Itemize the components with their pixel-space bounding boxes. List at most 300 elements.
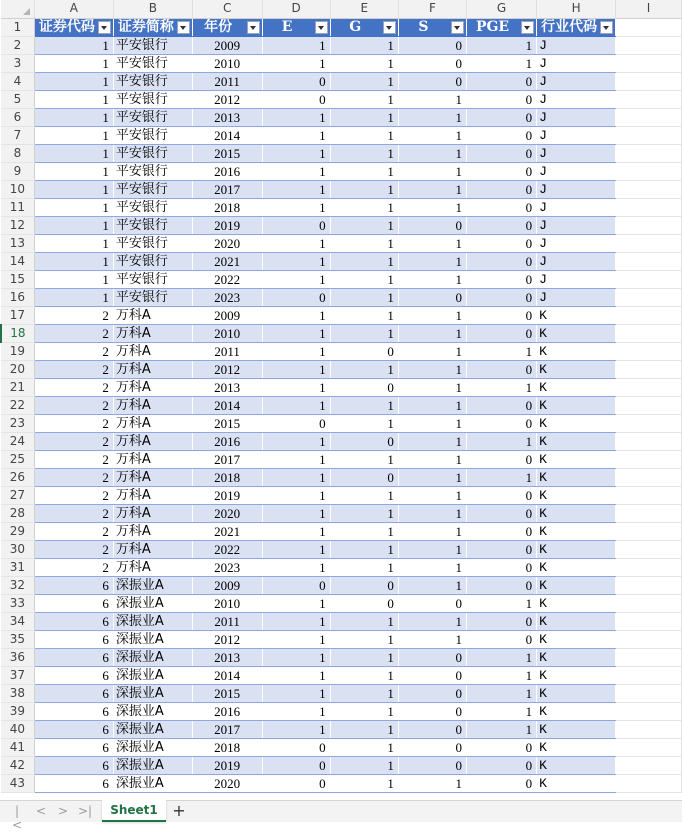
- table-cell[interactable]: 0: [466, 414, 536, 432]
- table-cell[interactable]: 1: [466, 702, 536, 720]
- table-cell[interactable]: 平安银行: [113, 54, 192, 72]
- table-cell[interactable]: 1: [262, 684, 330, 702]
- table-cell[interactable]: 0: [262, 90, 330, 108]
- table-cell[interactable]: 1: [398, 522, 466, 540]
- filter-dropdown-icon[interactable]: [451, 21, 464, 34]
- empty-cell[interactable]: [616, 324, 682, 342]
- table-cell[interactable]: 1: [262, 378, 330, 396]
- table-cell[interactable]: 1: [262, 180, 330, 198]
- empty-cell[interactable]: [616, 684, 682, 702]
- table-cell[interactable]: 1: [398, 468, 466, 486]
- table-cell[interactable]: 1: [330, 522, 398, 540]
- empty-cell[interactable]: [616, 342, 682, 360]
- table-cell[interactable]: K: [537, 324, 616, 342]
- table-cell[interactable]: 1: [330, 126, 398, 144]
- empty-cell[interactable]: [616, 414, 682, 432]
- empty-cell[interactable]: [616, 216, 682, 234]
- row-number[interactable]: 24: [1, 432, 34, 450]
- table-cell[interactable]: 1: [466, 378, 536, 396]
- table-cell[interactable]: 1: [398, 414, 466, 432]
- table-cell[interactable]: 2009: [192, 36, 262, 54]
- table-cell[interactable]: 6: [34, 666, 113, 684]
- empty-cell[interactable]: [616, 162, 682, 180]
- empty-cell[interactable]: [616, 378, 682, 396]
- empty-cell[interactable]: [616, 594, 682, 612]
- table-cell[interactable]: 1: [398, 144, 466, 162]
- table-cell[interactable]: K: [537, 648, 616, 666]
- table-cell[interactable]: 1: [262, 666, 330, 684]
- table-cell[interactable]: 0: [330, 468, 398, 486]
- table-cell[interactable]: 1: [398, 306, 466, 324]
- empty-cell[interactable]: [616, 306, 682, 324]
- table-cell[interactable]: 2021: [192, 252, 262, 270]
- table-cell[interactable]: 0: [466, 630, 536, 648]
- row-number[interactable]: 13: [1, 234, 34, 252]
- table-cell[interactable]: 万科A: [113, 432, 192, 450]
- table-cell[interactable]: 1: [330, 648, 398, 666]
- table-cell[interactable]: 万科A: [113, 414, 192, 432]
- table-cell[interactable]: 0: [466, 216, 536, 234]
- table-cell[interactable]: 平安银行: [113, 72, 192, 90]
- table-cell[interactable]: K: [537, 414, 616, 432]
- table-cell[interactable]: K: [537, 576, 616, 594]
- table-cell[interactable]: 6: [34, 612, 113, 630]
- table-cell[interactable]: 1: [330, 162, 398, 180]
- empty-cell[interactable]: [616, 18, 682, 36]
- table-cell[interactable]: 1: [34, 36, 113, 54]
- header-cell[interactable]: [330, 18, 398, 36]
- table-cell[interactable]: 0: [466, 252, 536, 270]
- row-number[interactable]: 21: [1, 378, 34, 396]
- table-cell[interactable]: 1: [466, 54, 536, 72]
- row-number[interactable]: 38: [1, 684, 34, 702]
- row-number[interactable]: 3: [1, 54, 34, 72]
- table-cell[interactable]: 1: [262, 468, 330, 486]
- empty-cell[interactable]: [616, 108, 682, 126]
- table-cell[interactable]: 1: [398, 108, 466, 126]
- table-cell[interactable]: K: [537, 558, 616, 576]
- table-cell[interactable]: 1: [330, 252, 398, 270]
- empty-cell[interactable]: [616, 648, 682, 666]
- table-cell[interactable]: 万科A: [113, 468, 192, 486]
- row-number[interactable]: 9: [1, 162, 34, 180]
- row-number[interactable]: 42: [1, 756, 34, 774]
- table-cell[interactable]: 2009: [192, 576, 262, 594]
- table-cell[interactable]: 1: [330, 558, 398, 576]
- table-cell[interactable]: K: [537, 378, 616, 396]
- table-cell[interactable]: 2010: [192, 594, 262, 612]
- table-cell[interactable]: 1: [330, 36, 398, 54]
- table-cell[interactable]: 0: [262, 774, 330, 792]
- header-cell[interactable]: [537, 18, 616, 36]
- row-number[interactable]: 5: [1, 90, 34, 108]
- row-number[interactable]: 23: [1, 414, 34, 432]
- filter-dropdown-icon[interactable]: [521, 21, 534, 34]
- table-cell[interactable]: 平安银行: [113, 234, 192, 252]
- table-cell[interactable]: 2013: [192, 378, 262, 396]
- table-cell[interactable]: 1: [398, 396, 466, 414]
- table-cell[interactable]: 1: [262, 360, 330, 378]
- empty-cell[interactable]: [616, 720, 682, 738]
- row-number[interactable]: 26: [1, 468, 34, 486]
- row-number[interactable]: 15: [1, 270, 34, 288]
- table-cell[interactable]: 1: [330, 324, 398, 342]
- table-cell[interactable]: 0: [398, 684, 466, 702]
- table-cell[interactable]: K: [537, 702, 616, 720]
- table-cell[interactable]: 6: [34, 594, 113, 612]
- table-cell[interactable]: 2: [34, 522, 113, 540]
- table-cell[interactable]: 1: [34, 162, 113, 180]
- empty-cell[interactable]: [616, 90, 682, 108]
- table-cell[interactable]: J: [537, 270, 616, 288]
- row-number[interactable]: 40: [1, 720, 34, 738]
- filter-dropdown-icon[interactable]: [98, 21, 111, 34]
- table-cell[interactable]: 1: [398, 198, 466, 216]
- table-cell[interactable]: 深振业A: [113, 774, 192, 792]
- column-header-e[interactable]: E: [330, 0, 398, 18]
- row-number[interactable]: 18: [1, 324, 34, 342]
- table-cell[interactable]: 1: [466, 36, 536, 54]
- table-cell[interactable]: 1: [34, 90, 113, 108]
- table-cell[interactable]: 1: [398, 324, 466, 342]
- empty-cell[interactable]: [616, 450, 682, 468]
- table-cell[interactable]: 1: [34, 252, 113, 270]
- row-number[interactable]: 35: [1, 630, 34, 648]
- row-number[interactable]: 41: [1, 738, 34, 756]
- select-all-corner[interactable]: [1, 0, 34, 18]
- row-number[interactable]: 7: [1, 126, 34, 144]
- table-cell[interactable]: K: [537, 342, 616, 360]
- table-cell[interactable]: 1: [398, 576, 466, 594]
- table-cell[interactable]: J: [537, 288, 616, 306]
- table-cell[interactable]: 1: [398, 180, 466, 198]
- table-cell[interactable]: 1: [330, 396, 398, 414]
- table-cell[interactable]: 0: [262, 72, 330, 90]
- table-cell[interactable]: 1: [262, 270, 330, 288]
- table-cell[interactable]: 0: [398, 288, 466, 306]
- table-cell[interactable]: K: [537, 450, 616, 468]
- table-cell[interactable]: 0: [466, 270, 536, 288]
- table-cell[interactable]: 2022: [192, 540, 262, 558]
- table-cell[interactable]: 2012: [192, 90, 262, 108]
- table-cell[interactable]: 2: [34, 432, 113, 450]
- table-cell[interactable]: 0: [466, 126, 536, 144]
- table-cell[interactable]: K: [537, 486, 616, 504]
- table-cell[interactable]: 1: [34, 216, 113, 234]
- table-cell[interactable]: 1: [262, 198, 330, 216]
- table-cell[interactable]: 2: [34, 342, 113, 360]
- empty-cell[interactable]: [616, 666, 682, 684]
- table-cell[interactable]: 0: [398, 666, 466, 684]
- table-cell[interactable]: 2012: [192, 630, 262, 648]
- table-cell[interactable]: 0: [466, 108, 536, 126]
- table-cell[interactable]: 1: [262, 36, 330, 54]
- table-cell[interactable]: 2: [34, 396, 113, 414]
- empty-cell[interactable]: [616, 126, 682, 144]
- table-cell[interactable]: 0: [466, 396, 536, 414]
- table-cell[interactable]: 1: [398, 378, 466, 396]
- table-cell[interactable]: 万科A: [113, 522, 192, 540]
- table-cell[interactable]: 0: [262, 756, 330, 774]
- table-cell[interactable]: 2020: [192, 234, 262, 252]
- table-cell[interactable]: 0: [466, 288, 536, 306]
- table-cell[interactable]: 0: [466, 72, 536, 90]
- empty-cell[interactable]: [616, 468, 682, 486]
- filter-dropdown-icon[interactable]: [383, 21, 396, 34]
- table-cell[interactable]: 1: [262, 126, 330, 144]
- table-cell[interactable]: 0: [330, 432, 398, 450]
- table-cell[interactable]: 万科A: [113, 486, 192, 504]
- table-cell[interactable]: 2: [34, 504, 113, 522]
- table-cell[interactable]: 1: [398, 630, 466, 648]
- table-cell[interactable]: 平安银行: [113, 108, 192, 126]
- column-header-g[interactable]: G: [466, 0, 536, 18]
- empty-cell[interactable]: [616, 234, 682, 252]
- table-cell[interactable]: K: [537, 360, 616, 378]
- table-cell[interactable]: 2: [34, 486, 113, 504]
- table-cell[interactable]: 2023: [192, 288, 262, 306]
- table-cell[interactable]: 1: [34, 270, 113, 288]
- table-cell[interactable]: 2023: [192, 558, 262, 576]
- table-cell[interactable]: 深振业A: [113, 756, 192, 774]
- table-cell[interactable]: 0: [466, 234, 536, 252]
- table-cell[interactable]: 1: [330, 666, 398, 684]
- empty-cell[interactable]: [616, 558, 682, 576]
- empty-cell[interactable]: [616, 288, 682, 306]
- table-cell[interactable]: 万科A: [113, 504, 192, 522]
- table-cell[interactable]: 0: [466, 144, 536, 162]
- table-cell[interactable]: K: [537, 504, 616, 522]
- header-cell[interactable]: [192, 18, 262, 36]
- table-cell[interactable]: 深振业A: [113, 720, 192, 738]
- table-cell[interactable]: 1: [330, 198, 398, 216]
- table-cell[interactable]: 1: [466, 684, 536, 702]
- table-cell[interactable]: 2017: [192, 450, 262, 468]
- table-cell[interactable]: 万科A: [113, 396, 192, 414]
- table-cell[interactable]: 1: [398, 360, 466, 378]
- table-cell[interactable]: J: [537, 126, 616, 144]
- table-cell[interactable]: 深振业A: [113, 630, 192, 648]
- table-cell[interactable]: 1: [398, 486, 466, 504]
- table-cell[interactable]: 1: [330, 684, 398, 702]
- row-number[interactable]: 8: [1, 144, 34, 162]
- row-number[interactable]: 37: [1, 666, 34, 684]
- table-cell[interactable]: 1: [398, 342, 466, 360]
- table-cell[interactable]: 1: [330, 756, 398, 774]
- table-cell[interactable]: K: [537, 720, 616, 738]
- table-cell[interactable]: 1: [262, 396, 330, 414]
- table-cell[interactable]: 6: [34, 684, 113, 702]
- table-cell[interactable]: 2019: [192, 756, 262, 774]
- table-cell[interactable]: 2: [34, 414, 113, 432]
- table-cell[interactable]: 1: [330, 72, 398, 90]
- row-number[interactable]: 43: [1, 774, 34, 792]
- table-cell[interactable]: 0: [262, 576, 330, 594]
- table-cell[interactable]: 平安银行: [113, 270, 192, 288]
- empty-cell[interactable]: [616, 702, 682, 720]
- table-cell[interactable]: 1: [262, 306, 330, 324]
- table-cell[interactable]: 6: [34, 756, 113, 774]
- header-cell[interactable]: [398, 18, 466, 36]
- table-cell[interactable]: 6: [34, 576, 113, 594]
- next-sheet-button[interactable]: >: [57, 804, 69, 818]
- table-cell[interactable]: 2010: [192, 54, 262, 72]
- table-cell[interactable]: 2010: [192, 324, 262, 342]
- table-cell[interactable]: 2013: [192, 648, 262, 666]
- table-cell[interactable]: K: [537, 468, 616, 486]
- row-number[interactable]: 34: [1, 612, 34, 630]
- table-cell[interactable]: 1: [466, 594, 536, 612]
- empty-cell[interactable]: [616, 540, 682, 558]
- table-cell[interactable]: 2018: [192, 468, 262, 486]
- row-number[interactable]: 25: [1, 450, 34, 468]
- table-cell[interactable]: 1: [330, 270, 398, 288]
- table-cell[interactable]: 2: [34, 450, 113, 468]
- table-cell[interactable]: J: [537, 198, 616, 216]
- table-cell[interactable]: J: [537, 72, 616, 90]
- table-cell[interactable]: 1: [330, 450, 398, 468]
- table-cell[interactable]: 1: [262, 720, 330, 738]
- table-cell[interactable]: 0: [330, 594, 398, 612]
- table-cell[interactable]: K: [537, 594, 616, 612]
- table-cell[interactable]: 1: [466, 648, 536, 666]
- table-cell[interactable]: 深振业A: [113, 648, 192, 666]
- table-cell[interactable]: 0: [466, 450, 536, 468]
- table-cell[interactable]: 2016: [192, 432, 262, 450]
- table-cell[interactable]: 1: [262, 540, 330, 558]
- column-header-c[interactable]: C: [192, 0, 262, 18]
- table-cell[interactable]: 1: [262, 558, 330, 576]
- table-cell[interactable]: 0: [466, 522, 536, 540]
- table-cell[interactable]: 平安银行: [113, 144, 192, 162]
- table-cell[interactable]: J: [537, 90, 616, 108]
- table-cell[interactable]: 6: [34, 702, 113, 720]
- table-cell[interactable]: 1: [262, 162, 330, 180]
- row-number[interactable]: 19: [1, 342, 34, 360]
- table-cell[interactable]: 平安银行: [113, 162, 192, 180]
- table-cell[interactable]: 1: [330, 216, 398, 234]
- table-cell[interactable]: 0: [466, 198, 536, 216]
- first-sheet-button[interactable]: |<: [11, 804, 23, 832]
- table-cell[interactable]: 平安银行: [113, 216, 192, 234]
- table-cell[interactable]: 深振业A: [113, 702, 192, 720]
- table-cell[interactable]: 1: [330, 540, 398, 558]
- table-cell[interactable]: 1: [398, 234, 466, 252]
- table-cell[interactable]: 1: [330, 630, 398, 648]
- table-cell[interactable]: 1: [34, 144, 113, 162]
- table-cell[interactable]: 深振业A: [113, 666, 192, 684]
- table-cell[interactable]: 1: [398, 162, 466, 180]
- table-cell[interactable]: 1: [262, 648, 330, 666]
- row-number[interactable]: 22: [1, 396, 34, 414]
- table-cell[interactable]: 1: [34, 234, 113, 252]
- table-cell[interactable]: 2017: [192, 180, 262, 198]
- empty-cell[interactable]: [616, 198, 682, 216]
- table-cell[interactable]: 0: [262, 216, 330, 234]
- row-number[interactable]: 28: [1, 504, 34, 522]
- table-cell[interactable]: 2018: [192, 738, 262, 756]
- table-cell[interactable]: 万科A: [113, 450, 192, 468]
- row-number[interactable]: 29: [1, 522, 34, 540]
- table-cell[interactable]: 1: [398, 432, 466, 450]
- table-cell[interactable]: 1: [262, 594, 330, 612]
- table-cell[interactable]: 深振业A: [113, 738, 192, 756]
- header-cell[interactable]: [466, 18, 536, 36]
- table-cell[interactable]: 2: [34, 306, 113, 324]
- empty-cell[interactable]: [616, 54, 682, 72]
- filter-dropdown-icon[interactable]: [177, 21, 190, 34]
- table-cell[interactable]: 2020: [192, 774, 262, 792]
- table-cell[interactable]: J: [537, 162, 616, 180]
- table-cell[interactable]: 2014: [192, 666, 262, 684]
- table-cell[interactable]: 深振业A: [113, 576, 192, 594]
- table-cell[interactable]: 1: [398, 540, 466, 558]
- table-cell[interactable]: 1: [330, 234, 398, 252]
- row-number[interactable]: 31: [1, 558, 34, 576]
- table-cell[interactable]: 1: [330, 108, 398, 126]
- table-cell[interactable]: 1: [330, 720, 398, 738]
- row-number[interactable]: 27: [1, 486, 34, 504]
- table-cell[interactable]: J: [537, 216, 616, 234]
- table-cell[interactable]: 1: [262, 342, 330, 360]
- table-cell[interactable]: K: [537, 612, 616, 630]
- table-cell[interactable]: 1: [398, 270, 466, 288]
- table-cell[interactable]: 万科A: [113, 324, 192, 342]
- table-cell[interactable]: 1: [330, 180, 398, 198]
- table-cell[interactable]: 1: [262, 234, 330, 252]
- empty-cell[interactable]: [616, 180, 682, 198]
- row-number[interactable]: 16: [1, 288, 34, 306]
- row-number[interactable]: 10: [1, 180, 34, 198]
- row-number[interactable]: 4: [1, 72, 34, 90]
- table-cell[interactable]: 0: [466, 486, 536, 504]
- table-cell[interactable]: K: [537, 666, 616, 684]
- table-cell[interactable]: 1: [262, 252, 330, 270]
- table-cell[interactable]: 深振业A: [113, 594, 192, 612]
- table-cell[interactable]: 1: [34, 180, 113, 198]
- empty-cell[interactable]: [616, 432, 682, 450]
- row-number[interactable]: 36: [1, 648, 34, 666]
- table-cell[interactable]: K: [537, 738, 616, 756]
- empty-cell[interactable]: [616, 522, 682, 540]
- table-cell[interactable]: 1: [330, 360, 398, 378]
- table-cell[interactable]: K: [537, 774, 616, 792]
- table-cell[interactable]: 1: [330, 702, 398, 720]
- table-cell[interactable]: 2018: [192, 198, 262, 216]
- table-cell[interactable]: K: [537, 522, 616, 540]
- table-cell[interactable]: K: [537, 540, 616, 558]
- table-cell[interactable]: 平安银行: [113, 90, 192, 108]
- empty-cell[interactable]: [616, 270, 682, 288]
- table-cell[interactable]: 1: [398, 126, 466, 144]
- row-number[interactable]: 6: [1, 108, 34, 126]
- empty-cell[interactable]: [616, 396, 682, 414]
- row-number[interactable]: 39: [1, 702, 34, 720]
- row-number[interactable]: 1: [1, 18, 34, 36]
- table-cell[interactable]: 2015: [192, 414, 262, 432]
- table-cell[interactable]: 1: [466, 468, 536, 486]
- table-cell[interactable]: 0: [398, 756, 466, 774]
- table-cell[interactable]: 0: [466, 180, 536, 198]
- table-cell[interactable]: J: [537, 252, 616, 270]
- table-cell[interactable]: 1: [398, 252, 466, 270]
- table-cell[interactable]: 0: [466, 504, 536, 522]
- table-cell[interactable]: 万科A: [113, 306, 192, 324]
- filter-dropdown-icon[interactable]: [315, 21, 328, 34]
- table-cell[interactable]: 2014: [192, 396, 262, 414]
- table-cell[interactable]: 0: [466, 576, 536, 594]
- table-cell[interactable]: J: [537, 180, 616, 198]
